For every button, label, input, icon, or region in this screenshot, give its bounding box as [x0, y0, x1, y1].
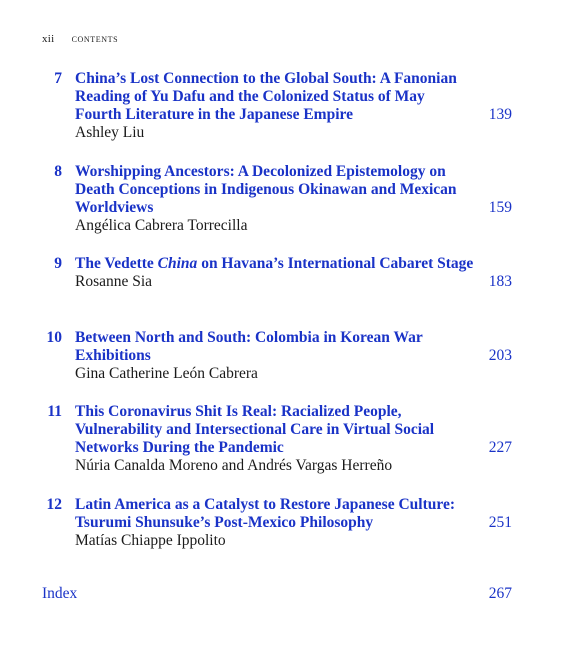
- chapter-author: Núria Canalda Moreno and Andrés Vargas Herreño: [75, 457, 393, 474]
- chapter-author: Angélica Cabrera Torrecilla: [75, 217, 248, 234]
- chapter-page[interactable]: 227: [488, 439, 512, 456]
- chapter-title[interactable]: [75, 255, 475, 273]
- chapter-title-part: on Havana’s International Cabaret Stage: [197, 255, 474, 272]
- toc-entry-10[interactable]: [42, 329, 512, 383]
- chapter-page[interactable]: 183: [488, 273, 512, 290]
- chapter-number: 10: [46, 329, 62, 346]
- chapter-author: Gina Catherine León Cabrera: [75, 365, 258, 382]
- chapter-page[interactable]: 203: [488, 347, 512, 364]
- chapter-number: 11: [47, 403, 62, 420]
- chapter-page[interactable]: 251: [488, 514, 512, 531]
- header-label: contents: [71, 33, 119, 45]
- header-page-number: xii: [42, 33, 55, 45]
- toc-entry-11[interactable]: [42, 403, 512, 475]
- chapter-title[interactable]: China’s Lost Connection to the Global South: A Fanonian Reading of Yu Dafu and the Colonized Status of May Fourth Literature in the Japanese Empire: [75, 70, 457, 123]
- toc-entry-7[interactable]: [42, 70, 512, 142]
- chapter-title[interactable]: Latin America as a Catalyst to Restore Japanese Culture: Tsurumi Shunsuke’s Post-Mexico Philosophy: [75, 496, 455, 531]
- chapter-title-italic: China: [157, 255, 198, 272]
- chapter-title[interactable]: This Coronavirus Shit Is Real: Racialized People, Vulnerability and Intersectional Care in Virtual Social Networks During the Pandemic: [75, 403, 435, 456]
- index-label[interactable]: Index: [42, 585, 78, 602]
- chapter-number: 9: [54, 255, 62, 272]
- chapter-author: Ashley Liu: [75, 124, 145, 141]
- toc-entry-9[interactable]: [42, 255, 512, 291]
- chapter-number: 12: [46, 496, 62, 513]
- index-page[interactable]: 267: [488, 585, 512, 602]
- chapter-page[interactable]: 139: [488, 106, 512, 123]
- chapter-author: Rosanne Sia: [75, 273, 153, 290]
- chapter-title-part: The Vedette: [75, 255, 158, 272]
- running-header: [42, 33, 118, 45]
- chapter-number: 8: [54, 163, 62, 180]
- chapter-page[interactable]: 159: [488, 199, 512, 216]
- chapter-author: Matías Chiappe Ippolito: [75, 532, 226, 549]
- chapter-title[interactable]: Between North and South: Colombia in Korean War Exhibitions: [75, 329, 423, 364]
- toc-entry-12[interactable]: [42, 496, 512, 550]
- chapter-title[interactable]: Worshipping Ancestors: A Decolonized Epistemology on Death Conceptions in Indigenous Okinawan and Mexican Worldviews: [75, 163, 457, 216]
- toc-index-entry[interactable]: [42, 585, 512, 603]
- toc-entry-8[interactable]: [42, 163, 512, 235]
- chapter-number: 7: [54, 70, 62, 87]
